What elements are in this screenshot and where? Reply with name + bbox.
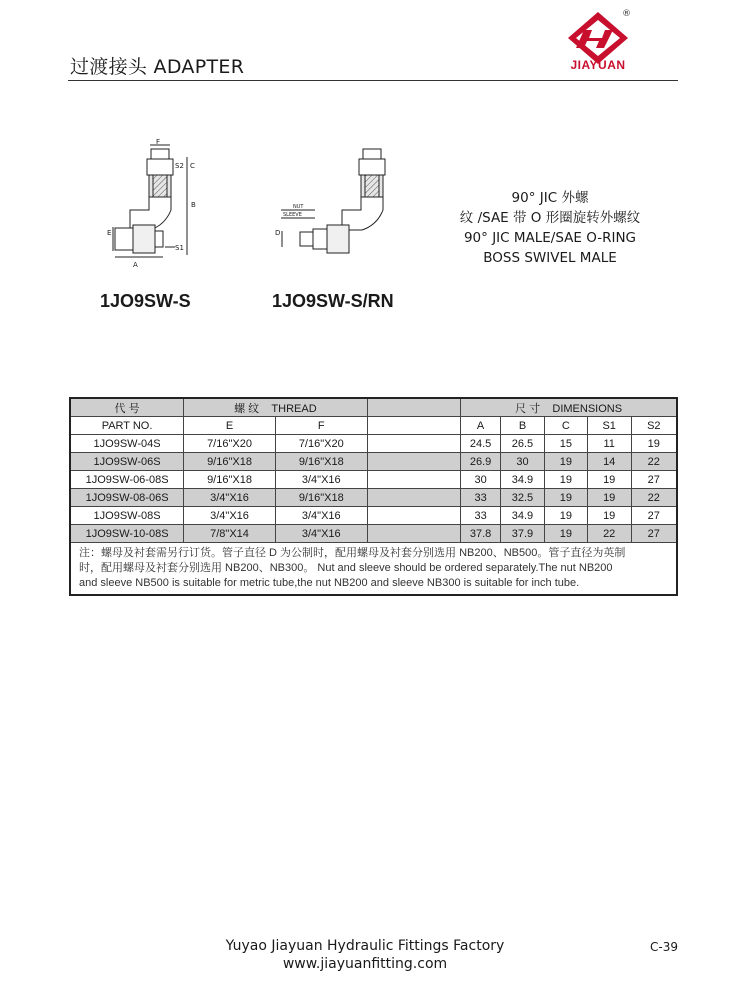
svg-text:D: D [275, 229, 281, 237]
svg-text:S2: S2 [175, 162, 184, 170]
table-cell: 19 [544, 525, 587, 543]
table-cell [367, 507, 461, 525]
table-cell: 1JO9SW-04S [70, 435, 184, 453]
header-thread: 螺 纹 THREAD [184, 398, 368, 417]
table-note [70, 543, 677, 596]
table-cell: 22 [631, 453, 677, 471]
header-blank [367, 398, 461, 417]
note-line: 注：螺母及衬套需另行订货。管子直径 D 为公制时，配用螺母及衬套分别选用 NB200、NB500。管子直径为英制 [79, 547, 626, 559]
table-cell: 19 [544, 489, 587, 507]
table-cell: 30 [501, 453, 545, 471]
table-cell: 14 [587, 453, 631, 471]
svg-text:C: C [190, 162, 195, 170]
table-cell: 1JO9SW-08S [70, 507, 184, 525]
note-line: and sleeve NB500 is suitable for metric tube,the nut NB200 and sleeve NB300 is suitable for inch tube. [79, 577, 580, 589]
table-cell: 33 [461, 507, 501, 525]
table-cell: 19 [587, 507, 631, 525]
table-cell: 1JO9SW-10-08S [70, 525, 184, 543]
table-cell: 1JO9SW-08-06S [70, 489, 184, 507]
desc-line: 纹 /SAE 带 O 形圈旋转外螺纹 [459, 210, 641, 226]
table-header-row [70, 398, 677, 417]
dimensions-table [69, 397, 678, 596]
svg-text:NUT: NUT [293, 204, 304, 210]
table-cell [367, 453, 461, 471]
table-row [70, 525, 677, 543]
table-row [70, 453, 677, 471]
table-cell: 3/4"X16 [275, 507, 367, 525]
page-number: C-39 [650, 940, 678, 954]
footer-website[interactable]: www.jiayuanfitting.com [282, 956, 448, 972]
col-header: S2 [631, 417, 677, 435]
table-cell: 1JO9SW-06S [70, 453, 184, 471]
page-title: 过渡接头 ADAPTER [70, 56, 245, 78]
table-cell: 27 [631, 471, 677, 489]
table-cell: 26.5 [501, 435, 545, 453]
table-cell: 34.9 [501, 507, 545, 525]
desc-line: 90° JIC 外螺 [511, 190, 589, 206]
svg-text:B: B [191, 201, 196, 209]
desc-line: 90° JIC MALE/SAE O-RING [463, 230, 637, 246]
table-cell: 19 [587, 489, 631, 507]
table-cell: 7/8"X14 [184, 525, 276, 543]
table-cell: 11 [587, 435, 631, 453]
table-cell: 19 [544, 507, 587, 525]
table-subheader-row [70, 417, 677, 435]
table-cell: 3/4"X16 [275, 471, 367, 489]
table-cell: 33 [461, 489, 501, 507]
fitting-description [440, 188, 660, 268]
table-cell: 22 [587, 525, 631, 543]
table-cell: 3/4"X16 [184, 489, 276, 507]
table-cell [367, 489, 461, 507]
table-cell: 37.9 [501, 525, 545, 543]
drawing-1jo9sw-s [107, 138, 196, 269]
part-label-1jo9sw-s: 1JO9SW-S [100, 291, 191, 311]
svg-text:SLEEVE: SLEEVE [283, 212, 302, 218]
table-cell: 9/16"X18 [275, 489, 367, 507]
table-cell: 27 [631, 525, 677, 543]
table-cell: 9/16"X18 [184, 453, 276, 471]
table-cell [367, 471, 461, 489]
table-cell: 27 [631, 507, 677, 525]
svg-text:S1: S1 [175, 244, 184, 252]
svg-text:E: E [107, 229, 112, 237]
col-header: B [501, 417, 545, 435]
part-label-1jo9sw-s-rn: 1JO9SW-S/RN [272, 291, 394, 311]
table-cell: 9/16"X18 [275, 453, 367, 471]
table-row [70, 435, 677, 453]
table-note-row [70, 543, 677, 596]
table-cell: 19 [631, 435, 677, 453]
table-row [70, 471, 677, 489]
table-cell: 37.8 [461, 525, 501, 543]
registered-mark: ® [622, 9, 631, 19]
table-cell: 30 [461, 471, 501, 489]
table-cell: 19 [587, 471, 631, 489]
col-header: E [184, 417, 276, 435]
table-cell: 1JO9SW-06-08S [70, 471, 184, 489]
col-header: F [275, 417, 367, 435]
table-cell: 9/16"X18 [184, 471, 276, 489]
table-cell: 7/16"X20 [275, 435, 367, 453]
table-cell: 32.5 [501, 489, 545, 507]
table-cell: 15 [544, 435, 587, 453]
drawing-1jo9sw-s-rn [275, 149, 385, 253]
table-row [70, 507, 677, 525]
technical-drawing [95, 135, 425, 275]
table-cell: 19 [544, 453, 587, 471]
col-header [367, 417, 461, 435]
table-cell: 22 [631, 489, 677, 507]
table-row [70, 489, 677, 507]
table-cell: 19 [544, 471, 587, 489]
svg-text:F: F [156, 138, 161, 146]
table-cell: 7/16"X20 [184, 435, 276, 453]
col-header: S1 [587, 417, 631, 435]
col-header: PART NO. [70, 417, 184, 435]
note-line: 时，配用螺母及衬套分别选用 NB200、NB300。 Nut and sleeve should be ordered separately.The nut NB200 [79, 562, 613, 574]
footer-company: Yuyao Jiayuan Hydraulic Fittings Factory [225, 938, 505, 954]
svg-text:A: A [133, 261, 138, 269]
table-cell: 3/4"X16 [275, 525, 367, 543]
table-cell [367, 525, 461, 543]
table-cell: 3/4"X16 [184, 507, 276, 525]
table-cell: 34.9 [501, 471, 545, 489]
header-divider [68, 80, 678, 81]
table-cell: 24.5 [461, 435, 501, 453]
header-code: 代 号 [70, 398, 184, 417]
table-cell: 26.9 [461, 453, 501, 471]
col-header: A [461, 417, 501, 435]
col-header: C [544, 417, 587, 435]
table-cell [367, 435, 461, 453]
logo-text: JIAYUAN [570, 58, 626, 72]
header-dimensions: 尺 寸 DIMENSIONS [461, 398, 677, 417]
desc-line: BOSS SWIVEL MALE [483, 250, 617, 266]
